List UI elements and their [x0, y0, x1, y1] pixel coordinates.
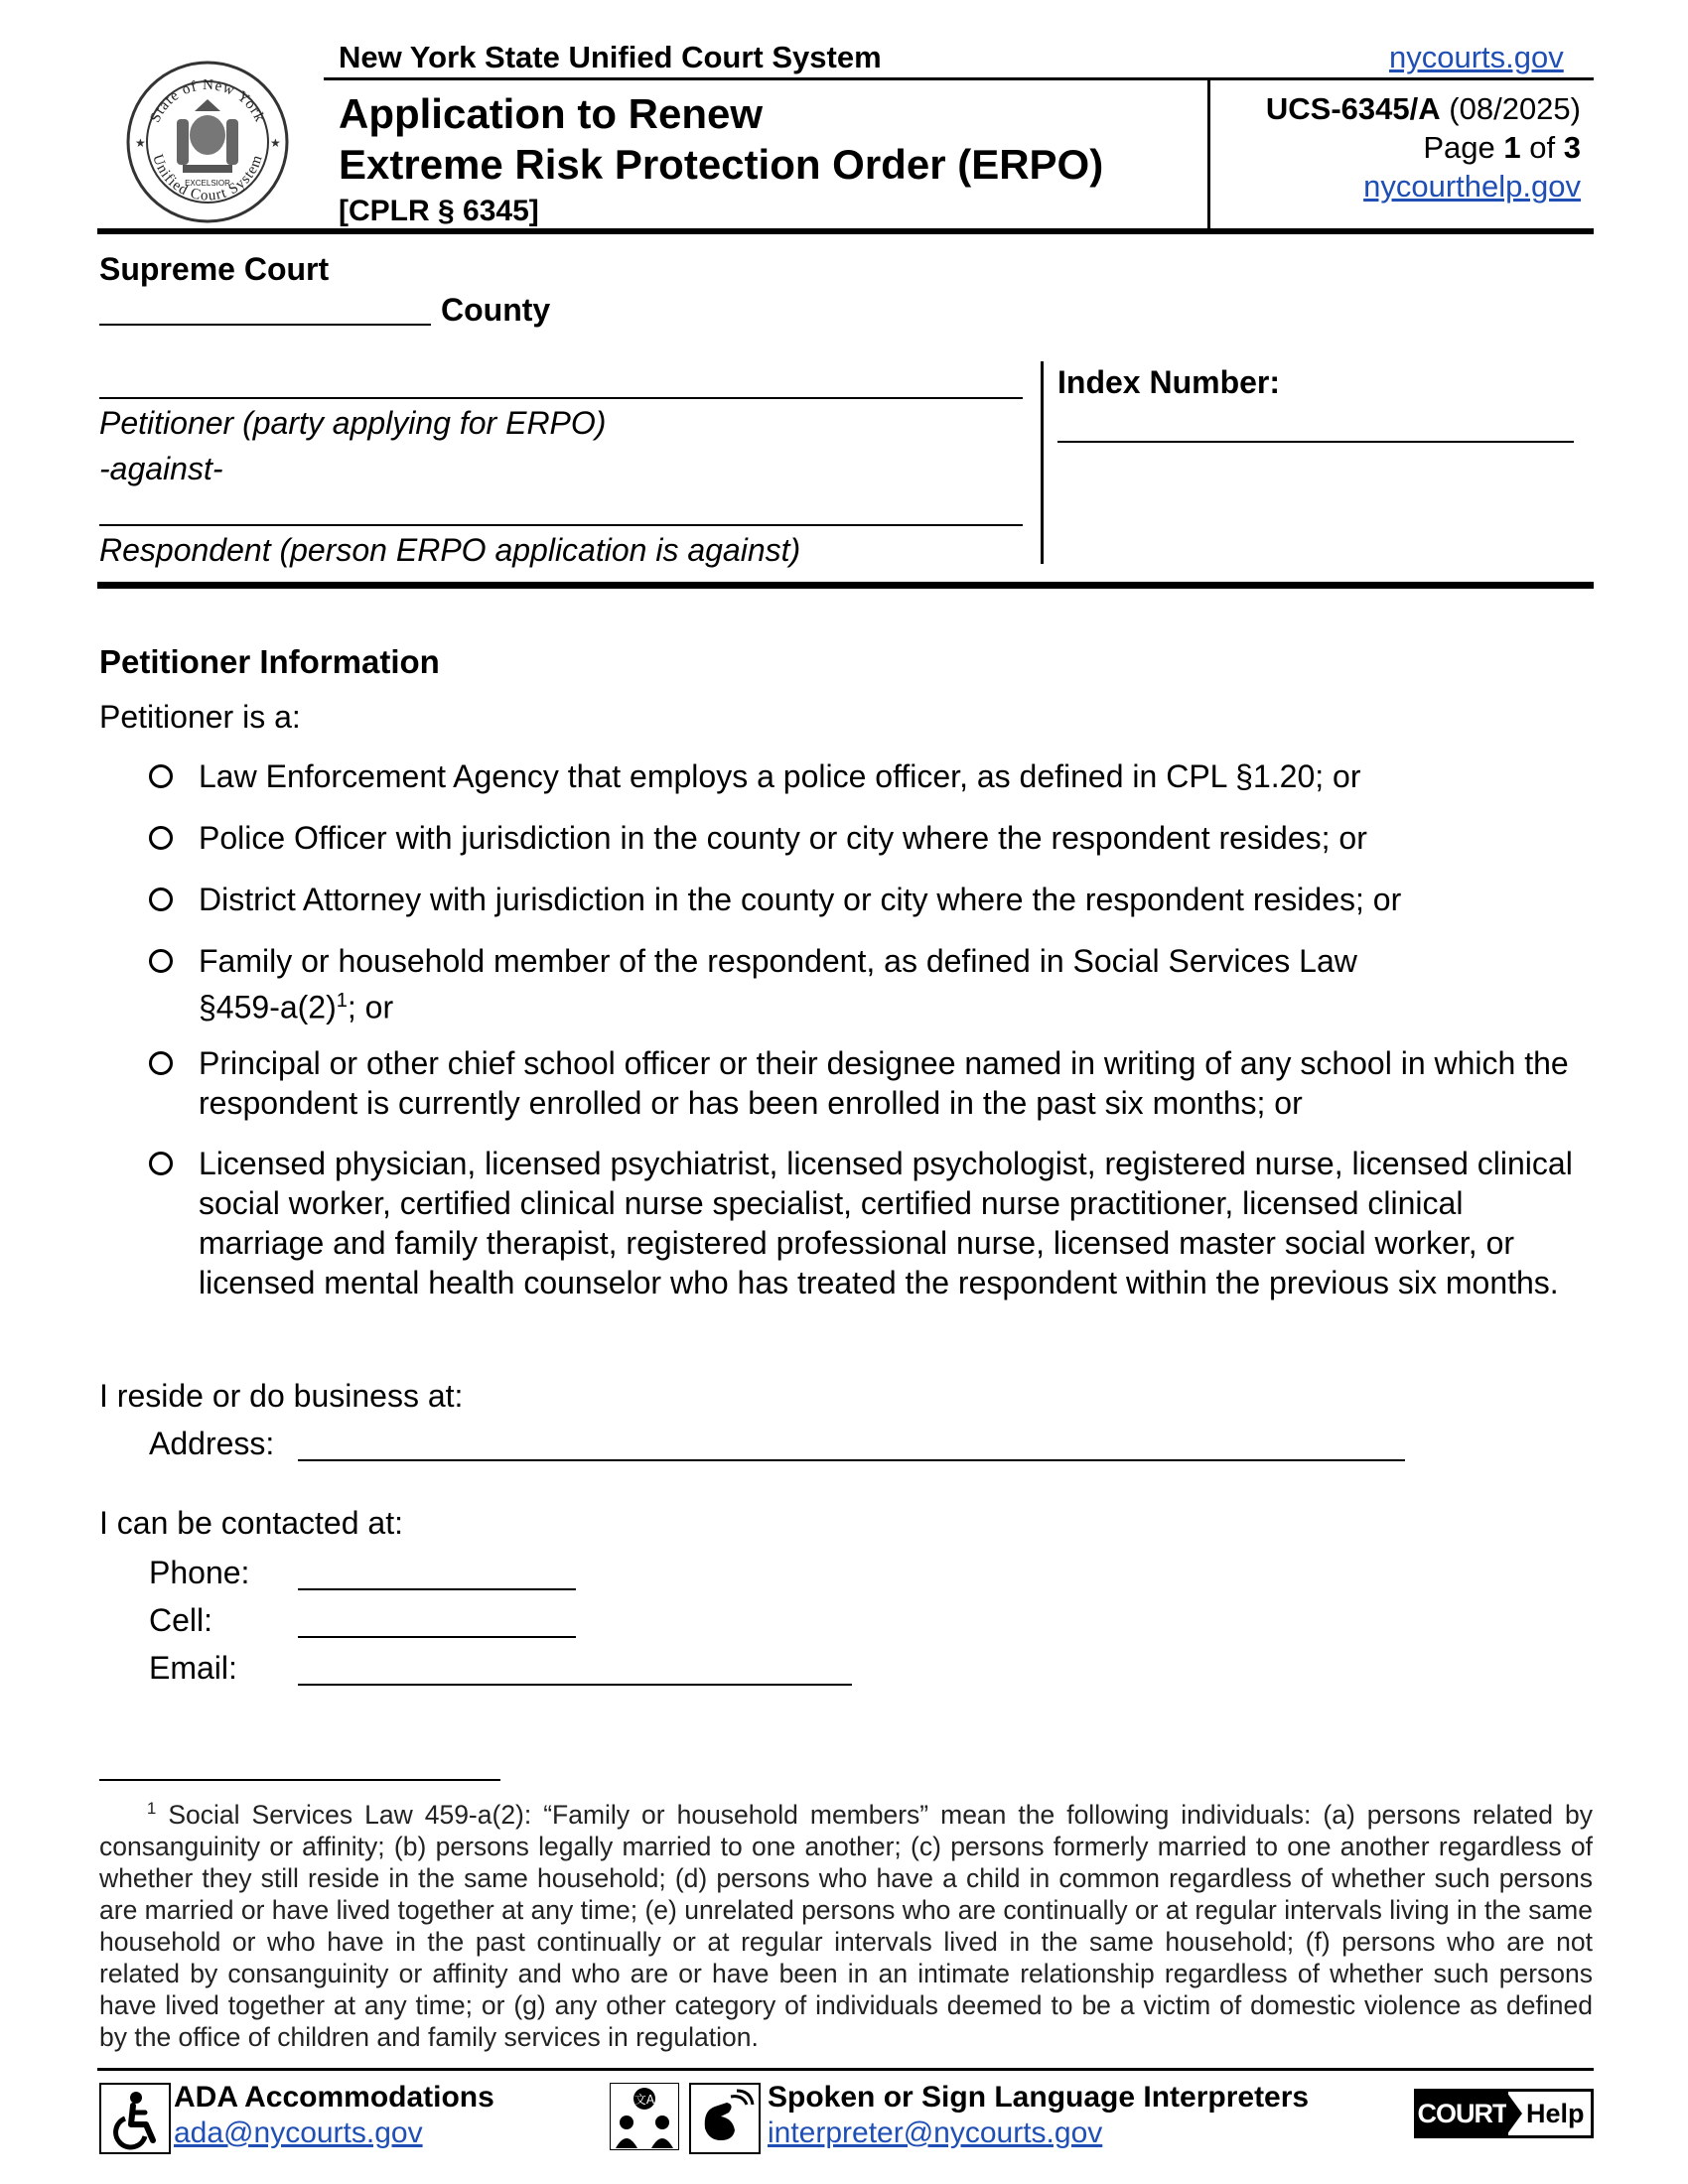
address-intro: I reside or do business at: — [99, 1378, 464, 1414]
header-divider — [1207, 79, 1210, 228]
petitioner-info-heading: Petitioner Information — [99, 643, 440, 680]
courthelp-logo-help: Help — [1526, 2099, 1585, 2128]
phone-field[interactable] — [298, 1588, 576, 1590]
form-title-line2: Extreme Risk Protection Order (ERPO) — [339, 141, 1104, 188]
option-licensed-professional: Licensed physician, licensed psychiatrist, licensed psychologist, registered nurse, licensed clinical social worker, certified clinical nurse specialist, certified nurse practitioner, licensed clinical marriage and family therapist, registered professional nurse, licensed master social worker, or licensed mental health counselor who has treated the respondent within the previous six months. — [199, 1146, 1573, 1300]
svg-text:State of New York: State of New York — [147, 76, 268, 125]
interpreter-title: Spoken or Sign Language Interpreters — [768, 2081, 1310, 2114]
radio-district-attorney[interactable] — [149, 887, 173, 911]
radio-licensed-professional[interactable] — [149, 1152, 173, 1175]
contact-intro: I can be contacted at: — [99, 1505, 403, 1541]
header-rule — [324, 77, 1594, 80]
option-school-officer: Principal or other chief school officer or their designee named in writing of any school in which the respondent is currently enrolled or has been enrolled in the past six months; or — [199, 1045, 1569, 1121]
radio-school-officer[interactable] — [149, 1051, 173, 1075]
org-name: New York State Unified Court System — [339, 40, 882, 74]
option-law-enforcement: Law Enforcement Agency that employs a police officer, as defined in CPL §1.20; or — [199, 758, 1361, 794]
phone-label: Phone: — [149, 1555, 250, 1590]
email-label: Email: — [149, 1650, 237, 1686]
option-family-member: Family or household member of the respondent, as defined in Social Services Law $\S 459-a(2)^1$; or — [199, 943, 1357, 1025]
option-district-attorney: District Attorney with jurisdiction in the county or city where the respondent resides; or — [199, 882, 1402, 917]
address-label: Address: — [149, 1426, 275, 1461]
against-label: -against- — [99, 451, 223, 486]
radio-law-enforcement[interactable] — [149, 764, 173, 788]
ada-email-link[interactable]: ada@nycourts.gov — [174, 2116, 423, 2149]
header-bottom-rule — [97, 228, 1594, 234]
form-date: (08/2025) — [1449, 91, 1581, 126]
courthelp-logo-court: COURT — [1417, 2092, 1508, 2135]
svg-text:文A: 文A — [633, 2093, 655, 2107]
footnote: $^1$ Social Services Law 459-a(2): “Family or household members” mean the following individuals: (a) persons related by consanguinity or affinity; (b) persons legally married to one another; (c) persons formerly married to one another regardless of whether they still reside in the same household; (d) persons who have a child in common regardless of whether such persons are married or have lived together at any time; (e) unrelated persons who are continually or at regular intervals living in the same household or who have in the past continually or at regular intervals lived in the same household; (f) persons who are not related by consanguinity or affinity and who are or have been in an intimate relationship regardless of whether such persons have lived together at any time; or (g) any other category of individuals deemed to be a victim of domestic violence as defined by the office of children and family services in regulation. — [99, 1799, 1593, 2052]
svg-text:★: ★ — [270, 136, 281, 150]
index-number-label: Index Number: — [1057, 364, 1281, 400]
petitioner-caption: Petitioner (party applying for ERPO) — [99, 405, 607, 441]
footnote-separator — [99, 1779, 500, 1781]
cell-label: Cell: — [149, 1602, 213, 1638]
accessibility-icon — [99, 2083, 171, 2154]
radio-police-officer[interactable] — [149, 826, 173, 850]
address-field[interactable] — [298, 1459, 1405, 1461]
court-seal-logo — [125, 60, 290, 224]
footnote-ref: 1 — [336, 990, 348, 1012]
petitioner-name-field[interactable] — [99, 397, 1023, 399]
court-name: Supreme Court — [99, 251, 330, 287]
footer-rule — [97, 2068, 1594, 2071]
form-title-line1: Application to Renew — [339, 90, 764, 137]
svg-text:Unified Court System: Unified Court System — [149, 152, 266, 205]
option-police-officer: Police Officer with jurisdiction in the county or city where the respondent resides; or — [199, 820, 1367, 856]
petitioner-intro: Petitioner is a: — [99, 699, 301, 735]
nycourthelp-link[interactable]: nycourthelp.gov — [1363, 169, 1581, 204]
courthelp-arrow-icon — [1506, 2092, 1522, 2135]
respondent-caption: Respondent (person ERPO application is against) — [99, 532, 801, 568]
caption-divider — [1041, 361, 1044, 564]
nycourts-link[interactable]: nycourts.gov — [1389, 40, 1564, 74]
page-indicator: Page 1 of 3 — [1423, 130, 1581, 165]
page-total: 3 — [1563, 130, 1581, 165]
interpreter-email-link[interactable]: interpreter@nycourts.gov — [768, 2116, 1103, 2149]
respondent-name-field[interactable] — [99, 524, 1023, 526]
cell-field[interactable] — [298, 1636, 576, 1638]
form-code-line — [1266, 91, 1581, 127]
svg-text:★: ★ — [135, 136, 146, 150]
email-field[interactable] — [298, 1684, 852, 1686]
sign-language-icon — [689, 2083, 761, 2154]
county-label: County — [441, 292, 551, 328]
county-field[interactable] — [99, 324, 431, 326]
svg-text:EXCELSIOR: EXCELSIOR — [185, 179, 230, 188]
courthelp-logo — [1414, 2089, 1594, 2138]
ada-title: ADA Accommodations — [174, 2081, 494, 2114]
citation: [CPLR § 6345] — [339, 195, 539, 227]
interpreter-people-icon — [610, 2083, 679, 2150]
page-number: 1 — [1503, 130, 1521, 165]
index-number-field[interactable] — [1057, 441, 1574, 443]
caption-bottom-rule — [97, 582, 1594, 589]
form-code: UCS-6345/A — [1265, 91, 1441, 126]
radio-family-member[interactable] — [149, 949, 173, 973]
